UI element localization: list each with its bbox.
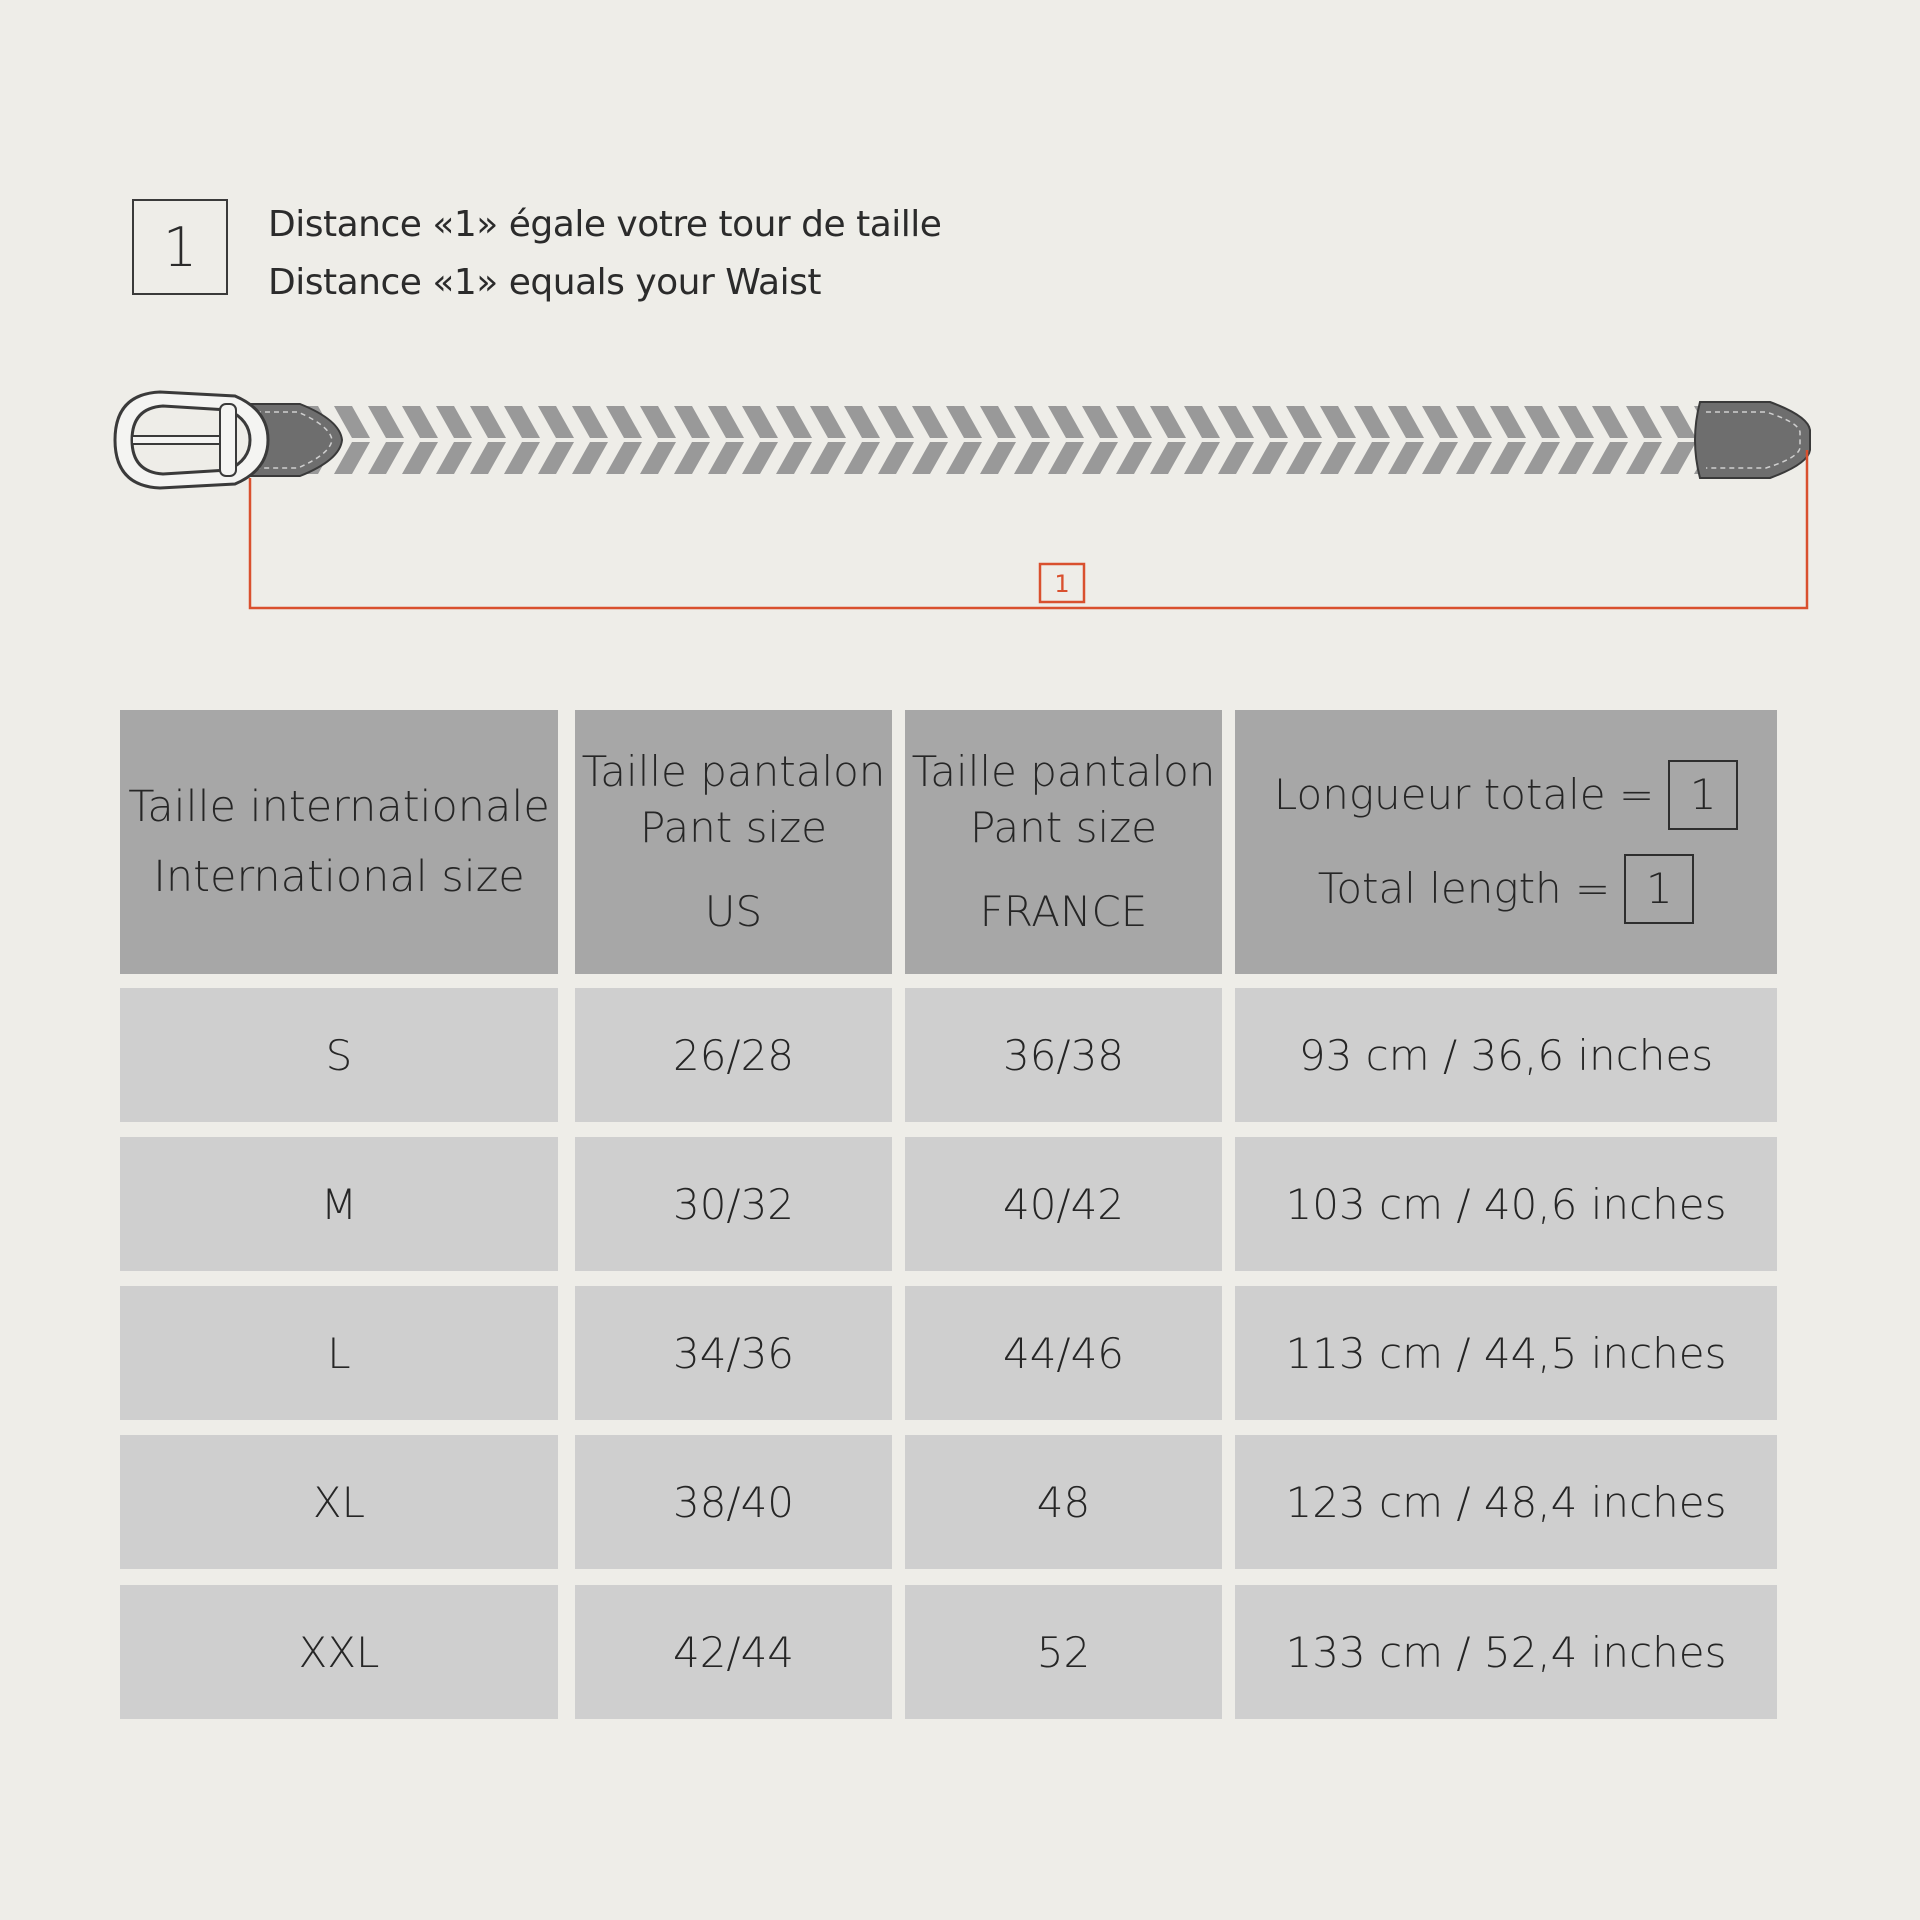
braid-strand [708,406,744,438]
legend-line-fr: Distance «1» égale votre tour de taille [268,204,942,245]
cell-us-size: 38/40 [575,1435,892,1569]
braid-strand [572,406,608,438]
braid-strand [742,406,778,438]
braid-strand [1660,406,1696,438]
braid-strand [1150,406,1186,438]
braid-strand [606,442,642,474]
braid-strand [1150,442,1186,474]
braid-strand [810,406,846,438]
braid-strand [980,442,1016,474]
braid-strand [606,406,642,438]
braid-strand [844,406,880,438]
legend-number-box: 1 [132,199,228,295]
braid-strand [1014,406,1050,438]
cell-france-size: 52 [905,1585,1222,1719]
braid-strand [1626,406,1662,438]
cell-intl-size: S [120,988,558,1122]
cell-us-size: 30/32 [575,1137,892,1271]
belt-diagram [0,360,1920,620]
header-intl-en: International size [153,852,525,902]
legend-text [268,196,941,312]
braid-strand [504,442,540,474]
braid-strand [1320,442,1356,474]
braid-strand [1252,442,1288,474]
cell-france-size: 44/46 [905,1286,1222,1420]
braid-strand [1048,406,1084,438]
braid-strand [1524,442,1560,474]
cell-us-size: 34/36 [575,1286,892,1420]
braid-strand [640,442,676,474]
header-fr-en: Pant size [969,803,1158,852]
cell-intl-size: XXL [120,1585,558,1719]
braided-strap [300,406,1730,474]
braid-strand [436,406,472,438]
cell-intl-size: M [120,1137,558,1271]
braid-strand [368,406,404,438]
braid-strand [538,442,574,474]
braid-strand [878,442,914,474]
braid-strand [674,442,710,474]
header-intl-fr: Taille internationale [128,782,550,832]
header-len-en: Total length = [1317,864,1611,913]
braid-strand [1626,442,1662,474]
braid-strand [402,442,438,474]
header-fr-fr: Taille pantalon [911,747,1216,796]
braid-strand [1422,406,1458,438]
header-len-fr: Longueur totale = [1273,770,1655,819]
header-pant-size-france [905,710,1222,974]
cell-total-length: 123 cm / 48,4 inches [1235,1435,1777,1569]
braid-strand [1116,406,1152,438]
cell-total-length: 93 cm / 36,6 inches [1235,988,1777,1122]
header-pant-size-us [575,710,892,974]
braid-strand [1388,442,1424,474]
braid-strand [1082,442,1118,474]
braid-strand [1116,442,1152,474]
header-fr-region: FRANCE [979,887,1148,936]
braid-strand [912,442,948,474]
braid-strand [1490,442,1526,474]
cell-france-size: 40/42 [905,1137,1222,1271]
braid-strand [912,406,948,438]
braid-strand [946,442,982,474]
braid-strand [436,442,472,474]
braid-strand [1524,406,1560,438]
braid-strand [810,442,846,474]
cell-intl-size: L [120,1286,558,1420]
braid-strand [742,442,778,474]
braid-strand [1456,406,1492,438]
braid-strand [1184,406,1220,438]
braid-strand [1252,406,1288,438]
braid-strand [368,442,404,474]
braid-strand [470,442,506,474]
belt-tip [1695,402,1810,478]
braid-strand [538,406,574,438]
braid-strand [878,406,914,438]
header-us-fr: Taille pantalon [581,747,886,796]
braid-strand [640,406,676,438]
braid-strand [844,442,880,474]
cell-total-length: 113 cm / 44,5 inches [1235,1286,1777,1420]
buckle-icon [115,392,268,488]
braid-strand [1456,442,1492,474]
braid-strand [1048,442,1084,474]
braid-strand [1320,406,1356,438]
cell-total-length: 103 cm / 40,6 inches [1235,1137,1777,1271]
cell-france-size: 48 [905,1435,1222,1569]
header-international-size [120,710,558,974]
legend-line-en: Distance «1» equals your Waist [268,262,821,303]
braid-strand [504,406,540,438]
measurement-label: 1 [1054,570,1070,598]
braid-strand [708,442,744,474]
cell-us-size: 42/44 [575,1585,892,1719]
cell-us-size: 26/28 [575,988,892,1122]
braid-strand [402,406,438,438]
braid-strand [946,406,982,438]
header-total-length [1235,710,1777,974]
braid-strand [1388,406,1424,438]
cell-intl-size: XL [120,1435,558,1569]
cell-total-length: 133 cm / 52,4 inches [1235,1585,1777,1719]
braid-strand [1014,442,1050,474]
braid-strand [1184,442,1220,474]
braid-strand [674,406,710,438]
header-us-en: Pant size [639,803,828,852]
braid-strand [1218,442,1254,474]
braid-strand [470,406,506,438]
header-us-region: US [704,887,763,936]
braid-strand [1354,406,1390,438]
braid-strand [1422,442,1458,474]
braid-strand [1558,406,1594,438]
braid-strand [1286,406,1322,438]
braid-strand [776,406,812,438]
braid-strand [1592,442,1628,474]
braid-strand [1660,442,1696,474]
braid-strand [776,442,812,474]
braid-strand [1082,406,1118,438]
braid-strand [1218,406,1254,438]
braid-strand [1354,442,1390,474]
header-len-box-fr: 1 [1668,760,1738,830]
braid-strand [1558,442,1594,474]
braid-strand [1286,442,1322,474]
braid-strand [980,406,1016,438]
braid-strand [1490,406,1526,438]
braid-strand [1592,406,1628,438]
braid-strand [572,442,608,474]
header-len-box-en: 1 [1624,854,1694,924]
cell-france-size: 36/38 [905,988,1222,1122]
